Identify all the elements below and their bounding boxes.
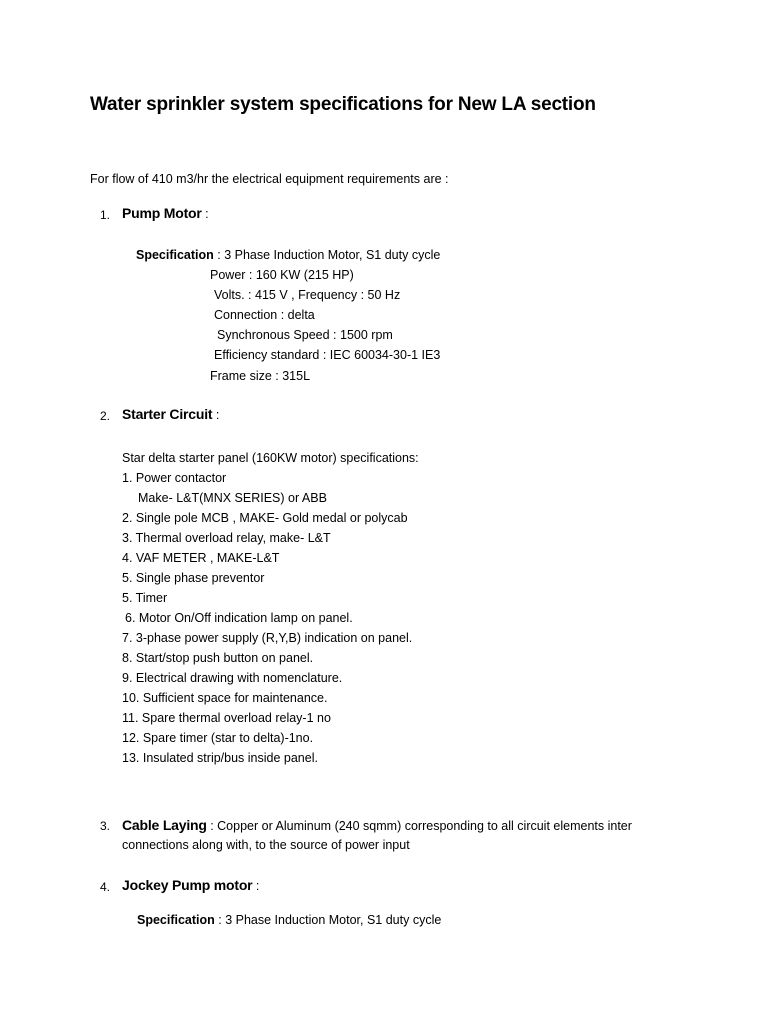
list-item: 3. Thermal overload relay, make- L&T [122,531,331,545]
spec-line: Frame size : 315L [210,369,311,383]
section-number: 1. [100,208,111,222]
list-item: 7. 3-phase power supply (R,Y,B) indication on panel. [122,631,413,645]
spec-line [136,247,440,263]
section-number: 3. [100,819,111,833]
list-item: 11. Spare thermal overload relay-1 no [122,711,331,725]
starter-intro: Star delta starter panel (160KW motor) specifications: [122,451,419,465]
section-heading-line [122,877,259,894]
spec-line: Power : 160 KW (215 HP) [210,268,354,282]
page-title: Water sprinkler system specifications for New LA section [90,94,596,115]
list-item: 2. Single pole MCB , MAKE- Gold medal or polycab [122,511,408,525]
list-item: 4. VAF METER , MAKE-L&T [122,551,280,565]
list-item: 12. Spare timer (star to delta)-1no. [122,731,314,745]
section-heading-line [122,817,632,834]
list-item: 5. Single phase preventor [122,571,265,585]
section-heading: Starter Circuit [122,406,213,422]
section-heading-line [122,406,219,423]
list-item: 10. Sufficient space for maintenance. [122,691,328,705]
spec-label: Specification [137,913,215,927]
heading-suffix: : [252,879,260,893]
spec-value: : 3 Phase Induction Motor, S1 duty cycle [214,913,442,927]
spec-line: Connection : delta [214,308,315,322]
spec-value: : 3 Phase Induction Motor, S1 duty cycle [213,248,441,262]
section-number: 2. [100,409,111,423]
section-text-continued: connections along with, to the source of power input [122,838,410,852]
list-item: 5. Timer [122,591,168,605]
section-text: : Copper or Aluminum (240 sqmm) corresponding to all circuit elements inter [206,819,632,833]
list-item: 8. Start/stop push button on panel. [122,651,314,665]
spec-line: Volts. : 415 V , Frequency : 50 Hz [214,288,401,302]
section-heading-line [122,205,209,222]
section-heading: Pump Motor [122,205,202,221]
spec-line [137,912,441,928]
spec-label: Specification [136,248,214,262]
list-item: Make- L&T(MNX SERIES) or ABB [138,491,327,505]
spec-line: Synchronous Speed : 1500 rpm [217,328,393,342]
heading-suffix: : [212,408,220,422]
section-number: 4. [100,880,111,894]
list-item: 1. Power contactor [122,471,227,485]
list-item: 9. Electrical drawing with nomenclature. [122,671,343,685]
heading-suffix: : [201,207,209,221]
list-item: 6. Motor On/Off indication lamp on panel. [125,611,353,625]
list-item: 13. Insulated strip/bus inside panel. [122,751,318,765]
spec-line: Efficiency standard : IEC 60034-30-1 IE3 [214,348,441,362]
section-heading: Jockey Pump motor [122,877,253,893]
section-heading: Cable Laying [122,817,207,833]
intro-paragraph: For flow of 410 m3/hr the electrical equipment requirements are : [90,172,449,186]
